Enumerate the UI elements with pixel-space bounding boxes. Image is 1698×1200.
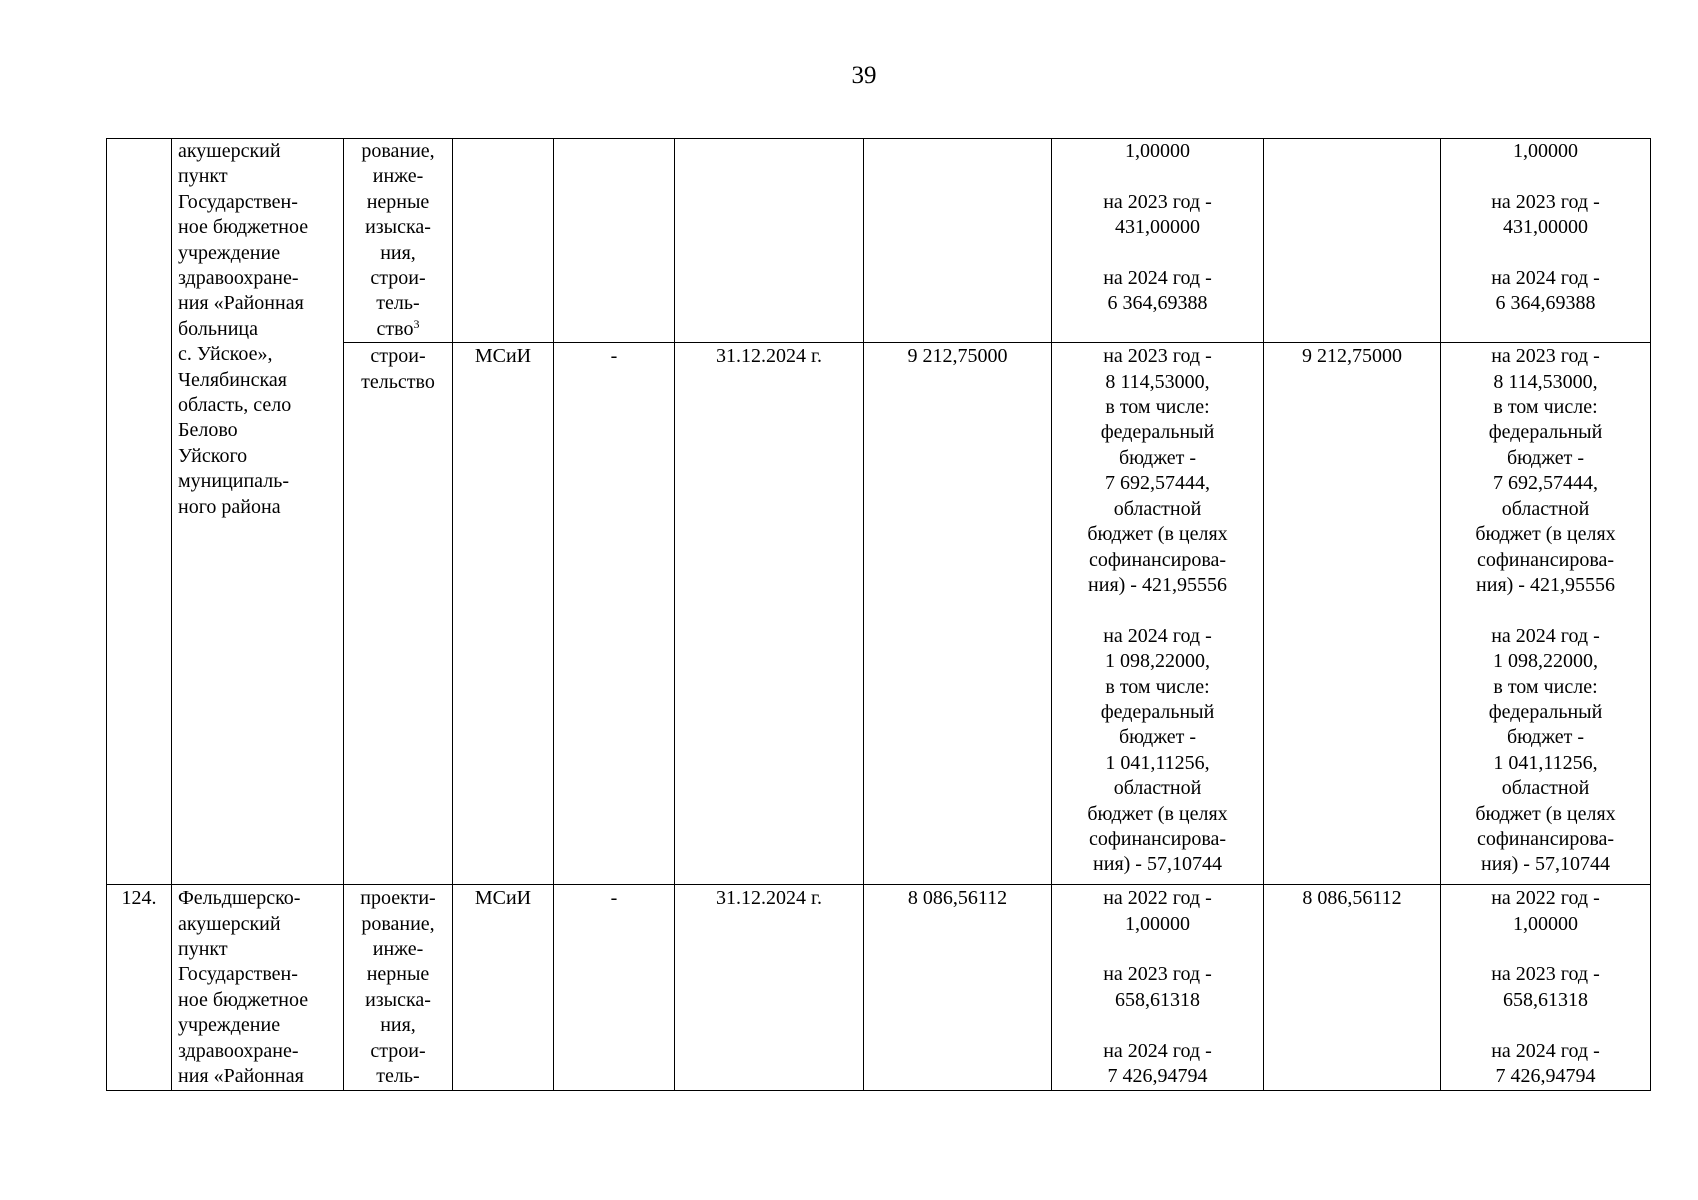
footnote-marker: 3	[413, 316, 420, 331]
limit-financing-cell: 1,00000 на 2023 год - 431,00000 на 2024 год - 6 364,69388	[1441, 139, 1651, 343]
work-type-text: рование, инже- нерные изыска- ния, строи- тель- ство	[361, 140, 435, 340]
limit-financing-cell: на 2023 год - 8 114,53000, в том числе: федеральный бюджет - 7 692,57444, областной бюджет (в целях софинансирова- ния) - 421,95556 на 2024 год - 1 098,22000, в том числе: федеральный бюджет - 1 041,11256, областной бюджет (в целях софинансирова- ния) - 57,10744	[1441, 343, 1651, 885]
limit-cell	[1264, 139, 1441, 343]
financing-cell: 1,00000 на 2023 год - 431,00000 на 2024 год - 6 364,69388	[1052, 139, 1264, 343]
limit-cell: 8 086,56112	[1264, 885, 1441, 1090]
estimate-cell: 9 212,75000	[864, 343, 1052, 885]
financing-cell: на 2023 год - 8 114,53000, в том числе: федеральный бюджет - 7 692,57444, областной бюджет (в целях софинансирова- ния) - 421,95556 на 2024 год - 1 098,22000, в том числе: федеральный бюджет - 1 041,11256, областной бюджет (в целях софинансирова- ния) - 57,10744	[1052, 343, 1264, 885]
estimate-cell: 8 086,56112	[864, 885, 1052, 1090]
deadline-cell: 31.12.2024 г.	[675, 885, 864, 1090]
capacity-cell: -	[554, 885, 675, 1090]
limit-cell: 9 212,75000	[1264, 343, 1441, 885]
object-name-cell: акушерский пункт Государствен- ное бюджетное учреждение здравоохране- ния «Районная больница с. Уйское», Челябинская область, село Белово Уйского муниципаль- ного района	[172, 139, 344, 885]
capacity-cell	[554, 139, 675, 343]
investment-objects-table	[106, 138, 1651, 1091]
deadline-cell	[675, 139, 864, 343]
row-number-cell	[107, 139, 172, 885]
capacity-cell: -	[554, 343, 675, 885]
deadline-cell: 31.12.2024 г.	[675, 343, 864, 885]
table-row	[107, 139, 1651, 343]
customer-cell: МСиИ	[453, 343, 554, 885]
estimate-cell	[864, 139, 1052, 343]
limit-financing-cell: на 2022 год - 1,00000 на 2023 год - 658,61318 на 2024 год - 7 426,94794	[1441, 885, 1651, 1090]
object-name-cell: Фельдшерско- акушерский пункт Государствен- ное бюджетное учреждение здравоохране- ния «Районная	[172, 885, 344, 1090]
work-type-cell	[344, 139, 453, 343]
customer-cell: МСиИ	[453, 885, 554, 1090]
work-type-cell: строи- тельство	[344, 343, 453, 885]
work-type-cell: проекти- рование, инже- нерные изыска- ния, строи- тель-	[344, 885, 453, 1090]
customer-cell	[453, 139, 554, 343]
page-number: 39	[851, 62, 877, 89]
table-row	[107, 885, 1651, 1090]
row-number-cell: 124.	[107, 885, 172, 1090]
financing-cell: на 2022 год - 1,00000 на 2023 год - 658,61318 на 2024 год - 7 426,94794	[1052, 885, 1264, 1090]
